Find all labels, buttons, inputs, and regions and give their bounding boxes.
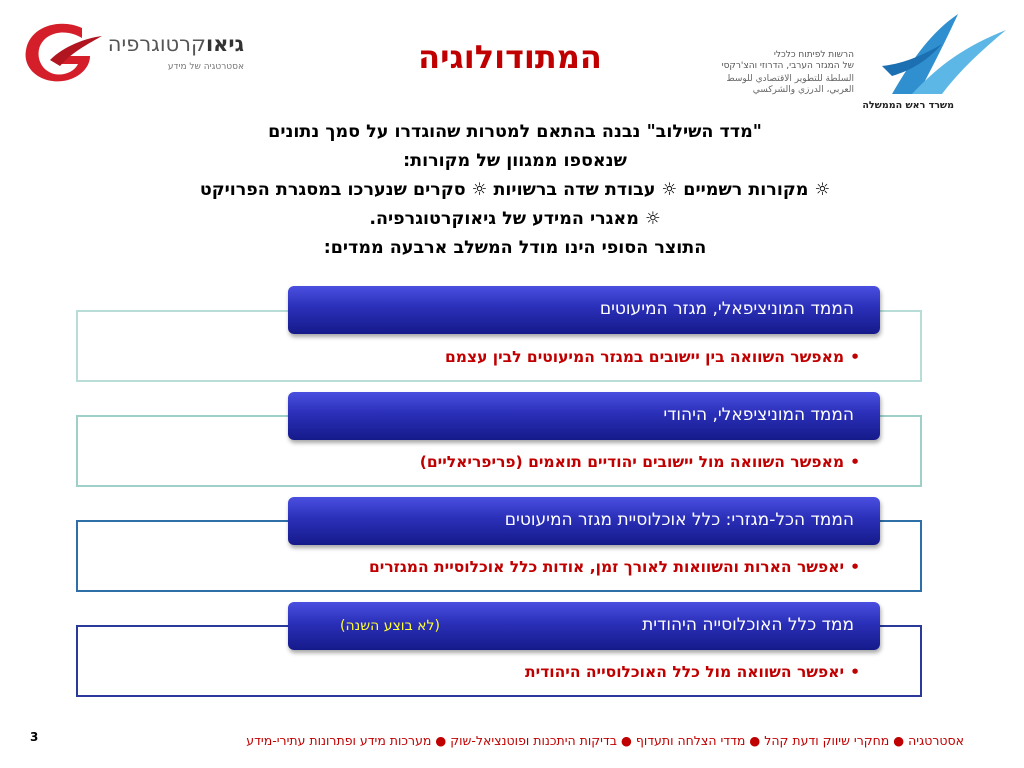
brand-tagline: אסטרטגיה של מידע bbox=[167, 62, 244, 72]
g-swoosh-icon bbox=[20, 16, 104, 88]
footer-services: אסטרטגיה ● מחקרי שיווק ודעת קהל ● מדדי הצלחה ותעדוף ● בדיקות היתכנות ופוטנציאל-שוק ● מערכות מידע ופתרונות עתירי-מידע bbox=[246, 733, 964, 748]
bullet-dot: • bbox=[850, 558, 860, 576]
intro-line: ☼ מאגרי המידע של גיאוקרטוגרפיה. bbox=[369, 209, 661, 229]
dimension-title: ממד כלל האוכלוסייה היהודית bbox=[642, 615, 854, 635]
dimension-title: הממד המוניציפאלי, מגזר המיעוטים bbox=[599, 299, 854, 319]
bullet-dot: • bbox=[850, 663, 860, 681]
intro-line: שנאספו ממגוון של מקורות: bbox=[403, 151, 627, 171]
intro-line: "מדד השילוב" נבנה בהתאם למטרות שהוגדרו על סמך נתונים bbox=[268, 122, 762, 142]
intro-line: התוצר הסופי הינו מודל המשלב ארבעה ממדים: bbox=[323, 238, 707, 258]
authority-name-arabic-1: السلطة للتطوير الاقتصادي للوسط bbox=[726, 74, 854, 84]
authority-logo bbox=[721, 6, 1014, 116]
dimension-bullet: •יאפשר הארות והשוואות לאורך זמן, אודות כלל אוכלוסיית המגזרים bbox=[368, 558, 860, 576]
dimension-title: הממד הכל-מגזרי: כלל אוכלוסיית מגזר המיעוטים bbox=[504, 510, 854, 530]
not-done-note: (לא בוצע השנה) bbox=[340, 618, 440, 634]
dimension-header-1 bbox=[288, 286, 880, 334]
slide-title: המתודולוגיה bbox=[418, 38, 602, 76]
intro-paragraph bbox=[80, 118, 950, 263]
intro-line: ☼ מקורות רשמיים ☼ עבודת שדה ברשויות ☼ סקרים שנערכו במסגרת הפרויקט bbox=[199, 180, 831, 200]
dimension-bullet: •יאפשר השוואה מול כלל האוכלוסייה היהודית bbox=[525, 663, 860, 681]
bullet-dot: • bbox=[850, 348, 860, 366]
bullet-dot: • bbox=[850, 453, 860, 471]
pm-office-label: משרד ראש הממשלה bbox=[862, 100, 954, 111]
page-number: 3 bbox=[30, 730, 39, 744]
dimension-bullet: •מאפשר השוואה בין יישובים במגזר המיעוטים לבין עצמם bbox=[444, 348, 860, 366]
dimension-header-3 bbox=[288, 497, 880, 545]
authority-name-hebrew-2: של המגזר הערבי, הדרוזי והצ'רקסי bbox=[721, 61, 854, 71]
wing-emblem-icon bbox=[862, 6, 1012, 98]
authority-name-arabic-2: العربي، الدرزي والشركسي bbox=[752, 85, 854, 95]
brand-name: גיאוקרטוגרפיה bbox=[107, 32, 244, 56]
dimension-header-4 bbox=[288, 602, 880, 650]
authority-name-hebrew-1: הרשות לפיתוח כלכלי bbox=[773, 50, 854, 60]
dimension-header-2 bbox=[288, 392, 880, 440]
dimension-title: הממד המוניציפאלי, היהודי bbox=[663, 405, 854, 425]
dimension-bullet: •מאפשר השוואה מול יישובים יהודיים תואמים (פריפריאליים) bbox=[419, 453, 860, 471]
geocartography-logo bbox=[20, 16, 250, 88]
